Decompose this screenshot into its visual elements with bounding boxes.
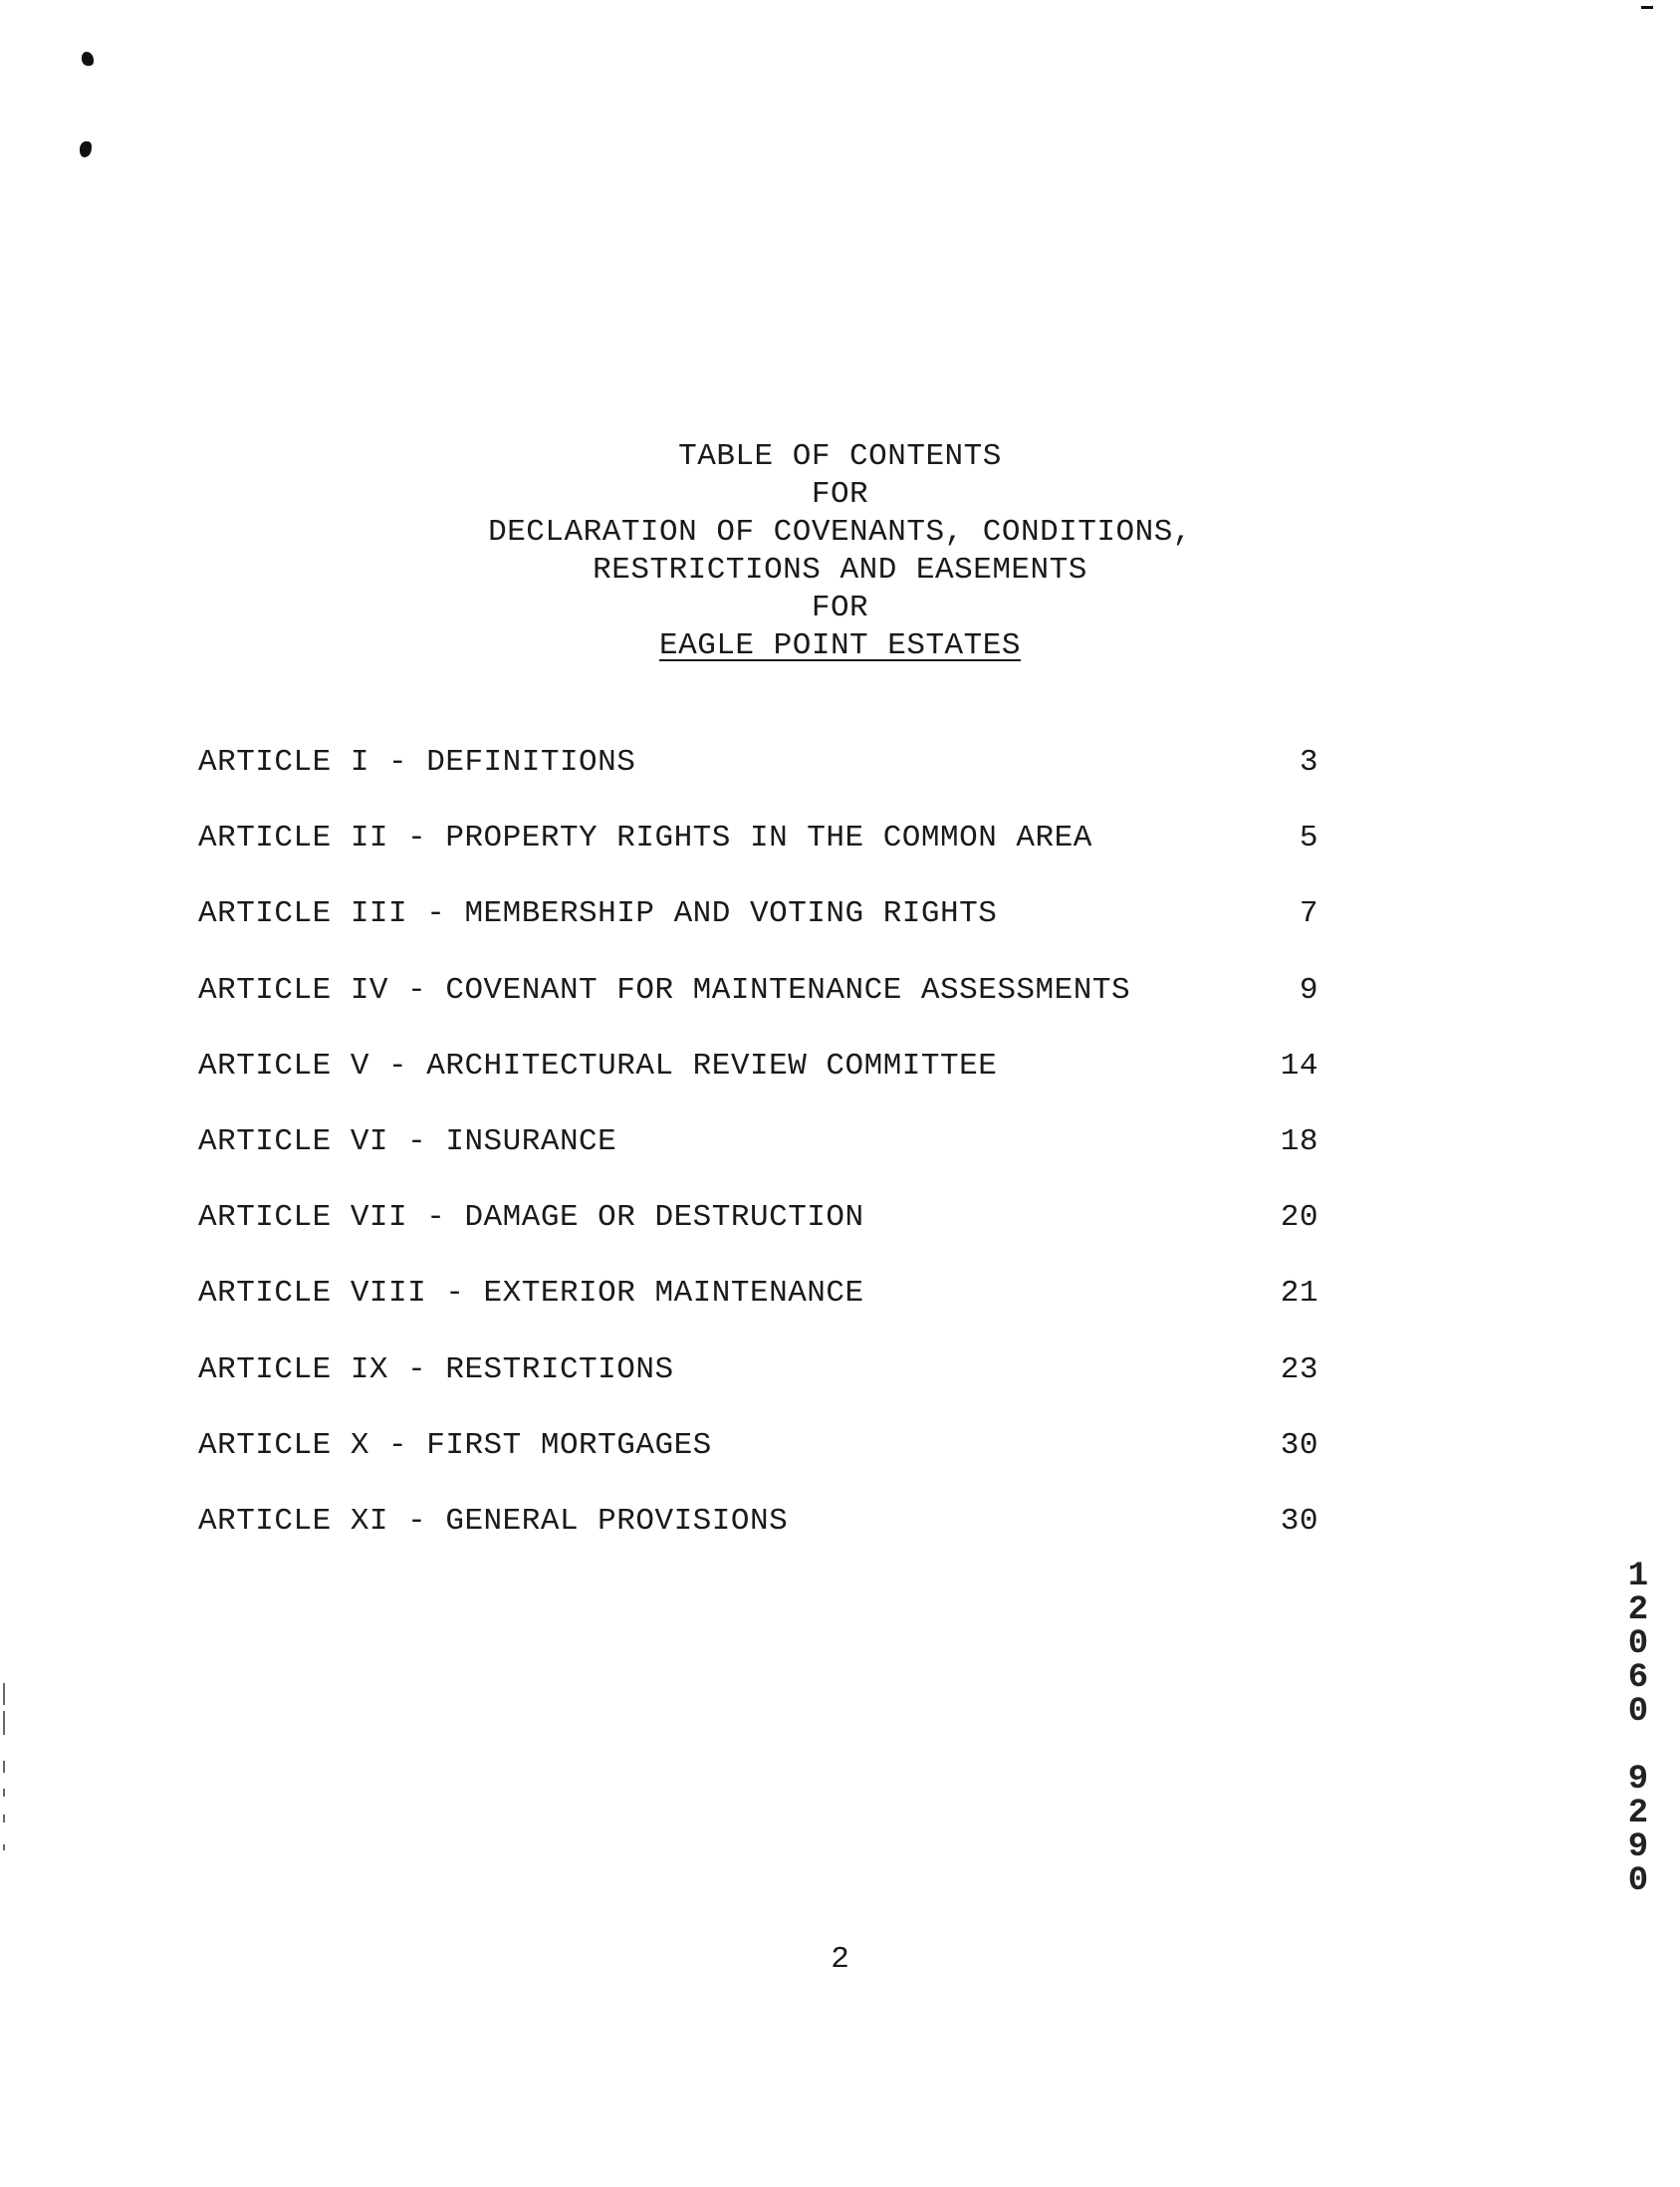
- toc-entry-label: ARTICLE X - FIRST MORTGAGES: [198, 1427, 712, 1463]
- stamp-digit: 2: [1627, 1591, 1649, 1629]
- stamp-digit: 0: [1627, 1862, 1649, 1900]
- toc-entry: [198, 1276, 1319, 1351]
- toc-entry: [198, 1049, 1319, 1124]
- toc-entry: [198, 1352, 1319, 1428]
- scan-edge-mark: [3, 1844, 5, 1850]
- stamp-digit: 0: [1627, 1693, 1649, 1731]
- toc-entry: [198, 973, 1319, 1049]
- page-number: 2: [831, 1942, 849, 1977]
- toc-entry: [198, 896, 1319, 972]
- toc-entry: [198, 1124, 1319, 1200]
- scan-edge-mark: [3, 1683, 5, 1705]
- toc-entry-page: 7: [1299, 896, 1319, 932]
- toc-entry-label: ARTICLE III - MEMBERSHIP AND VOTING RIGHTS: [198, 896, 998, 932]
- title-line: FOR: [811, 591, 869, 625]
- toc-entry-label: ARTICLE VII - DAMAGE OR DESTRUCTION: [198, 1200, 864, 1236]
- stamp-digit: 2: [1627, 1795, 1649, 1832]
- scan-edge-mark: [3, 1815, 5, 1822]
- toc-entry-page: 30: [1280, 1427, 1319, 1463]
- toc-entry: [198, 1200, 1319, 1276]
- document-subject: [0, 627, 1680, 665]
- stamp-digit: 9: [1627, 1761, 1649, 1799]
- toc-entry-label: ARTICLE II - PROPERTY RIGHTS IN THE COMMON AREA: [198, 821, 1092, 856]
- title-block: [0, 438, 1680, 665]
- title-line: FOR: [811, 477, 869, 512]
- toc-entry-label: ARTICLE V - ARCHITECTURAL REVIEW COMMITTEE: [198, 1048, 998, 1084]
- toc-entry-page: 30: [1280, 1503, 1319, 1539]
- toc-entry: [198, 745, 1319, 821]
- stamp-digit: 6: [1627, 1659, 1649, 1697]
- stamp-digit: 9: [1627, 1828, 1649, 1866]
- toc-entry-label: ARTICLE IX - RESTRICTIONS: [198, 1351, 674, 1387]
- toc-entry-label: ARTICLE VI - INSURANCE: [198, 1123, 617, 1159]
- toc-entry-page: 9: [1299, 972, 1319, 1008]
- toc-entry-page: 20: [1280, 1200, 1319, 1236]
- toc-entry-label: ARTICLE VIII - EXTERIOR MAINTENANCE: [198, 1276, 864, 1312]
- title-line: TABLE OF CONTENTS: [678, 439, 1002, 474]
- toc-entry-page: 3: [1299, 745, 1319, 780]
- scan-speck: [82, 52, 94, 66]
- title-line: RESTRICTIONS AND EASEMENTS: [593, 553, 1087, 588]
- scan-speck: [1641, 6, 1653, 9]
- toc-entry-page: 21: [1280, 1276, 1319, 1312]
- toc-entry: [198, 1428, 1319, 1504]
- toc-entry-label: ARTICLE IV - COVENANT FOR MAINTENANCE ASSESSMENTS: [198, 972, 1131, 1008]
- scan-edge-mark: [3, 1789, 5, 1797]
- scan-edge-mark: [3, 1711, 5, 1735]
- filing-stamp-number: [1623, 1763, 1653, 1898]
- toc-entry: [198, 1504, 1319, 1580]
- stamp-digit: 0: [1627, 1625, 1649, 1663]
- toc-entry-page: 23: [1280, 1351, 1319, 1387]
- toc-entry-page: 18: [1280, 1123, 1319, 1159]
- stamp-digit: 1: [1627, 1558, 1649, 1595]
- toc-entry-page: 5: [1299, 821, 1319, 856]
- scan-edge-mark: [3, 1761, 5, 1773]
- title-line: DECLARATION OF COVENANTS, CONDITIONS,: [488, 515, 1192, 550]
- toc-entry: [198, 821, 1319, 896]
- table-of-contents: [198, 745, 1319, 1580]
- toc-entry-label: ARTICLE XI - GENERAL PROVISIONS: [198, 1503, 789, 1539]
- document-subject-text: EAGLE POINT ESTATES: [659, 628, 1021, 663]
- scan-speck: [80, 141, 92, 157]
- toc-entry-page: 14: [1280, 1048, 1319, 1084]
- filing-stamp-number: [1623, 1560, 1653, 1729]
- toc-entry-label: ARTICLE I - DEFINITIONS: [198, 745, 636, 780]
